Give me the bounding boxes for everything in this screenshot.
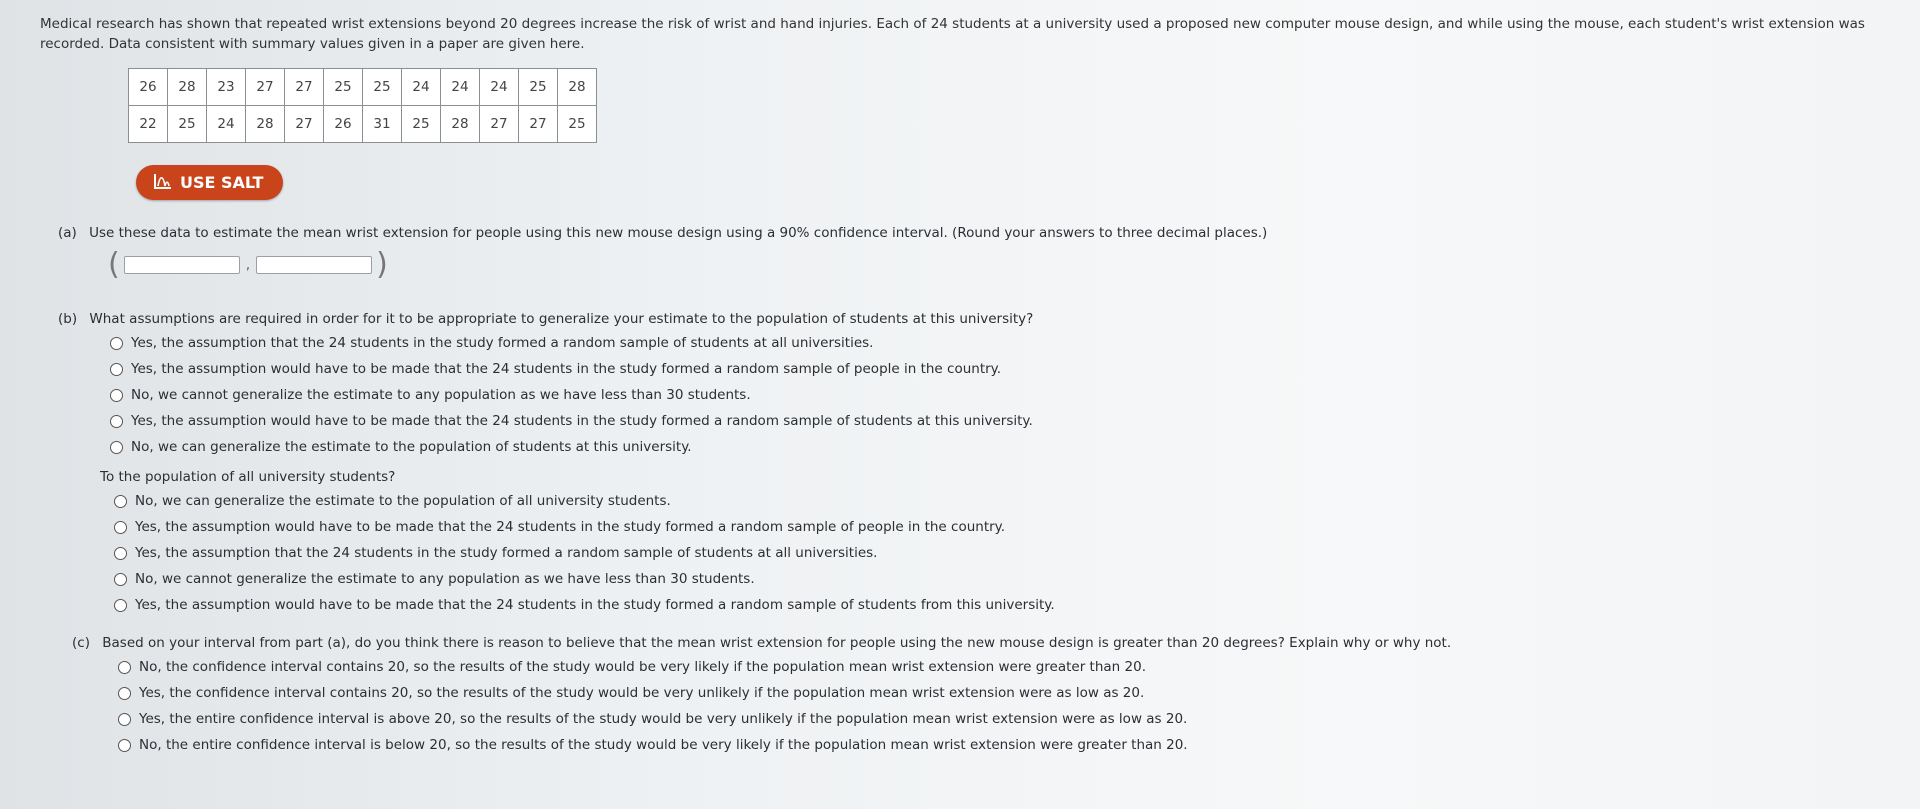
option-label: Yes, the assumption would have to be made that the 24 students in the study formed a random sample of students from this university. (135, 597, 1055, 613)
radio-option[interactable] (110, 408, 1890, 434)
part-c-label: (c) (72, 635, 90, 651)
question-page (40, 14, 1890, 758)
part-c-question: Based on your interval from part (a), do you think there is reason to believe that the mean wrist extension for people using the new mouse design is greater than 20 degrees? Explain why or why not. (102, 635, 1452, 651)
data-cell: 27 (285, 69, 324, 106)
radio-icon[interactable] (118, 661, 131, 674)
option-label: Yes, the assumption that the 24 students in the study formed a random sample of students at all universities. (135, 545, 878, 561)
problem-intro: Medical research has shown that repeated wrist extensions beyond 20 degrees increase the risk of wrist and hand injuries. Each of 24 students at a university used a proposed new computer mouse design, and while using the mouse, each student's wrist extension was recorded. Data consistent with summary values given in a paper are given here. (40, 16, 1865, 52)
radio-icon[interactable] (114, 599, 127, 612)
use-salt-button[interactable] (136, 165, 283, 200)
part-a-question: Use these data to estimate the mean wrist extension for people using this new mouse design using a 90% confidence interval. (Round your answers to three decimal places.) (89, 225, 1268, 241)
data-cell: 24 (441, 69, 480, 106)
option-label: Yes, the entire confidence interval is above 20, so the results of the study would be very unlikely if the population mean wrist extension were as low as 20. (139, 711, 1188, 727)
option-label: Yes, the assumption that the 24 students in the study formed a random sample of students at all universities. (131, 335, 874, 351)
data-cell: 28 (246, 106, 285, 143)
radio-icon[interactable] (114, 495, 127, 508)
data-cell: 24 (207, 106, 246, 143)
part-a-label: (a) (58, 225, 77, 241)
option-label: Yes, the assumption would have to be made that the 24 students in the study formed a random sample of students at this university. (131, 413, 1033, 429)
part-b-label: (b) (58, 311, 78, 327)
chart-icon (154, 173, 172, 192)
data-cell: 25 (558, 106, 597, 143)
data-cell: 23 (207, 69, 246, 106)
ci-comma: , (245, 257, 251, 273)
data-cell: 28 (441, 106, 480, 143)
option-label: No, the entire confidence interval is below 20, so the results of the study would be very likely if the population mean wrist extension were greater than 20. (139, 737, 1188, 753)
open-paren: ( (108, 247, 120, 282)
part-b-options (110, 330, 1890, 460)
option-label: Yes, the assumption would have to be made that the 24 students in the study formed a random sample of people in the country. (135, 519, 1006, 535)
table-row (129, 106, 597, 143)
option-label: No, the confidence interval contains 20, so the results of the study would be very likely if the population mean wrist extension were greater than 20. (139, 659, 1146, 675)
close-paren: ) (376, 247, 388, 282)
confidence-interval-input (108, 247, 1890, 282)
part-b-question: What assumptions are required in order for it to be appropriate to generalize your estimate to the population of students at this university? (89, 311, 1034, 327)
radio-icon[interactable] (114, 521, 127, 534)
radio-option[interactable] (118, 680, 1890, 706)
radio-option[interactable] (110, 382, 1890, 408)
data-cell: 27 (246, 69, 285, 106)
data-cell: 26 (129, 69, 168, 106)
radio-option[interactable] (110, 434, 1890, 460)
data-cell: 25 (168, 106, 207, 143)
radio-option[interactable] (118, 732, 1890, 758)
option-label: No, we can generalize the estimate to the population of all university students. (135, 493, 671, 509)
part-c-options (118, 654, 1890, 758)
part-b-subquestion: To the population of all university students? (100, 469, 396, 485)
radio-option[interactable] (114, 514, 1890, 540)
data-cell: 28 (168, 69, 207, 106)
data-cell: 25 (324, 69, 363, 106)
radio-icon[interactable] (110, 337, 123, 350)
radio-option[interactable] (114, 592, 1890, 618)
radio-option[interactable] (110, 330, 1890, 356)
data-table (128, 68, 597, 143)
ci-upper-input[interactable] (256, 256, 372, 274)
data-cell: 24 (402, 69, 441, 106)
radio-icon[interactable] (110, 441, 123, 454)
radio-option[interactable] (110, 356, 1890, 382)
table-row (129, 69, 597, 106)
option-label: Yes, the confidence interval contains 20, so the results of the study would be very unlikely if the population mean wrist extension were as low as 20. (139, 685, 1145, 701)
data-cell: 31 (363, 106, 402, 143)
data-cell: 27 (519, 106, 558, 143)
radio-icon[interactable] (110, 363, 123, 376)
radio-icon[interactable] (118, 739, 131, 752)
radio-option[interactable] (118, 706, 1890, 732)
use-salt-label: USE SALT (180, 173, 264, 192)
radio-icon[interactable] (118, 713, 131, 726)
radio-option[interactable] (114, 488, 1890, 514)
data-cell: 27 (285, 106, 324, 143)
radio-option[interactable] (114, 566, 1890, 592)
option-label: No, we cannot generalize the estimate to any population as we have less than 30 students. (131, 387, 751, 403)
data-cell: 28 (558, 69, 597, 106)
radio-option[interactable] (114, 540, 1890, 566)
radio-icon[interactable] (110, 389, 123, 402)
ci-lower-input[interactable] (124, 256, 240, 274)
radio-icon[interactable] (118, 687, 131, 700)
data-cell: 26 (324, 106, 363, 143)
radio-option[interactable] (118, 654, 1890, 680)
option-label: Yes, the assumption would have to be made that the 24 students in the study formed a random sample of people in the country. (131, 361, 1002, 377)
part-b (58, 310, 1890, 618)
data-cell: 27 (480, 106, 519, 143)
radio-icon[interactable] (110, 415, 123, 428)
part-c (72, 634, 1890, 758)
option-label: No, we can generalize the estimate to the population of students at this university. (131, 439, 692, 455)
data-cell: 25 (363, 69, 402, 106)
part-a (58, 224, 1890, 280)
radio-icon[interactable] (114, 573, 127, 586)
data-cell: 22 (129, 106, 168, 143)
radio-icon[interactable] (114, 547, 127, 560)
option-label: No, we cannot generalize the estimate to any population as we have less than 30 students. (135, 571, 755, 587)
data-cell: 24 (480, 69, 519, 106)
data-cell: 25 (402, 106, 441, 143)
data-cell: 25 (519, 69, 558, 106)
part-b-sub-options (114, 488, 1890, 618)
